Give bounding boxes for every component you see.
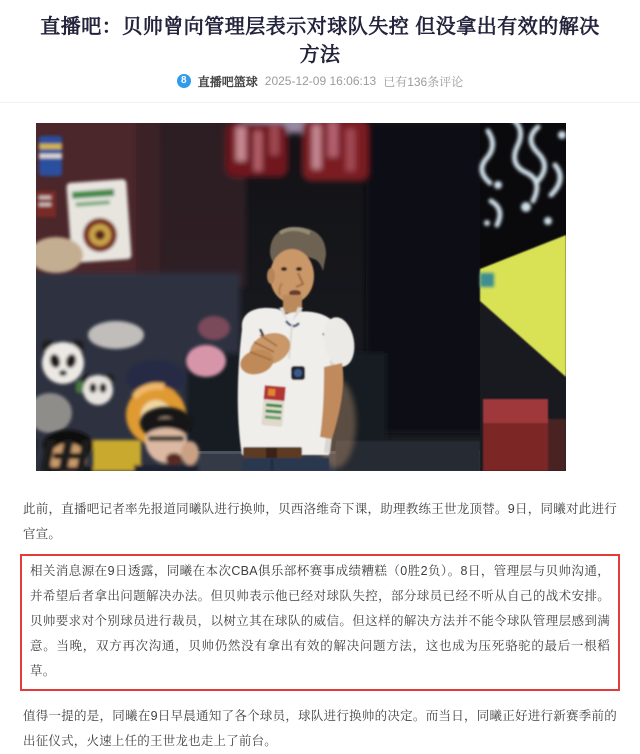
publish-timestamp: 2025-12-09 16:06:13 bbox=[264, 74, 377, 88]
paragraph-intro: 此前，直播吧记者率先报道同曦队进行换帅，贝西洛维奇下课，助理教练王世龙顶替。9日，同曦对此进行官宣。 bbox=[23, 502, 617, 541]
wrist-watch bbox=[291, 366, 305, 380]
header-divider bbox=[0, 102, 640, 103]
paragraph-highlighted: 相关消息源在9日透露，同曦在本次CBA俱乐部杯赛事成绩糟糕（0胜2负）。8日，管理层与贝帅沟通，并希望后者拿出问题解决办法。但贝帅表示他已经对球队失控，部分球员已经不听从自己的战术安排。贝帅要求对个别球员进行裁员，以树立其在球队的威信。但这样的解决方法并不能令球队管理层感到满意。当晚，双方再次沟通，贝帅仍然没有拿出有效的解决问题方法，这也成为压死骆驼的最后一根稻草。 bbox=[30, 564, 610, 678]
article-photo[interactable] bbox=[36, 123, 566, 471]
courtside-coach-illustration bbox=[36, 123, 566, 471]
article-meta bbox=[0, 72, 640, 90]
pink-plush bbox=[186, 345, 226, 377]
article-title: 直播吧：贝帅曾向管理层表示对球队失控 但没拿出有效的解决方法 bbox=[40, 16, 600, 66]
source-name[interactable]: 直播吧篮球 bbox=[197, 74, 258, 89]
article-page bbox=[0, 13, 640, 754]
comments-count[interactable]: 已有136条评论 bbox=[383, 74, 464, 89]
zhibo8-logo-icon: 8 bbox=[177, 74, 191, 88]
credential-badge bbox=[261, 385, 285, 427]
panda-plush bbox=[42, 340, 84, 384]
highlighted-paragraph-box bbox=[20, 554, 620, 691]
coach-trousers bbox=[242, 458, 329, 471]
paragraph-closing: 值得一提的是，同曦在9日早晨通知了各个球员，球队进行换帅的决定。而当日，同曦正好进行新赛季前的出征仪式，火速上任的王世龙也走上了前台。 bbox=[23, 709, 617, 748]
